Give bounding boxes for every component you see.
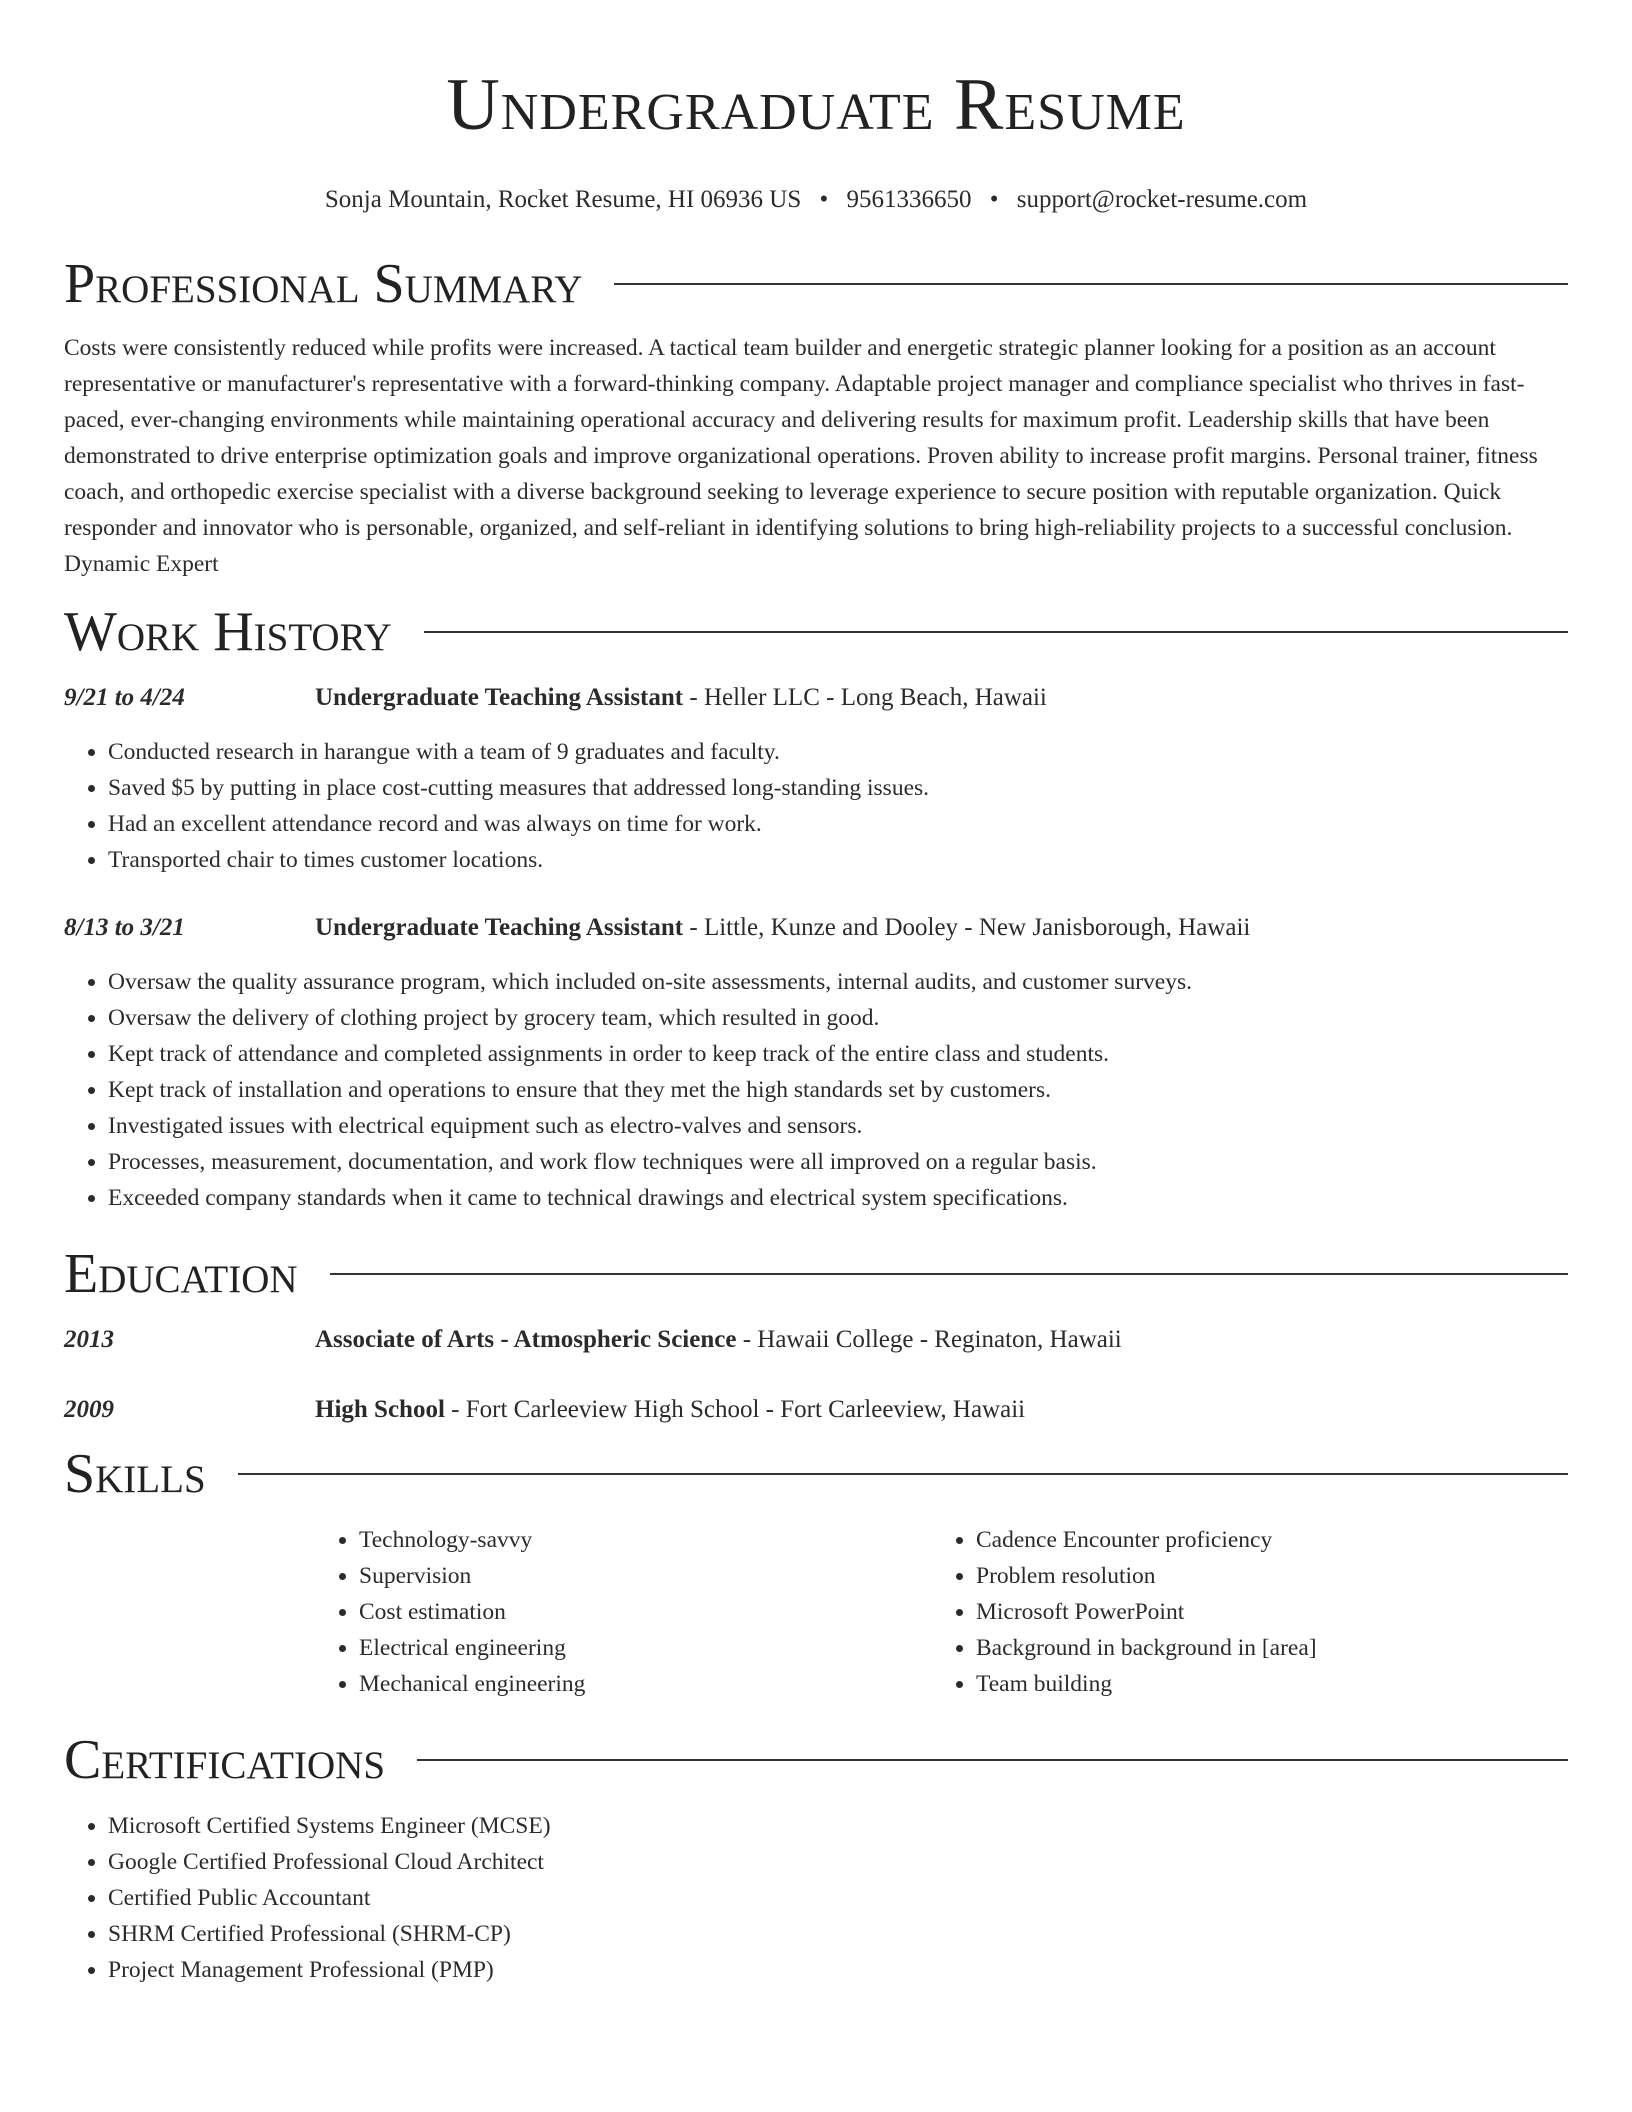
contact-address: Sonja Mountain, Rocket Resume, HI 06936 US [324,186,802,213]
job-header [64,910,1568,946]
education-year: 2009 [64,1396,114,1423]
list-item: • Microsoft PowerPoint [976,1594,1549,1630]
education-details: - Fort Carleeview High School - Fort Carleeview, Hawaii [444,1396,1026,1423]
section-heading: Education [64,1243,298,1305]
certifications-list [64,1808,1568,1988]
contact-email: support@rocket-resume.com [1016,186,1308,213]
section-header-work-history [64,600,1568,664]
list-item: • Transported chair to times customer locations. [108,842,1568,878]
education-degree: Associate of Arts - Atmospheric Science [315,1326,737,1353]
list-item: • Mechanical engineering [359,1666,932,1702]
job-dates: 8/13 to 3/21 [64,914,185,941]
list-item: • Cost estimation [359,1594,932,1630]
contact-separator: • [819,186,829,213]
section-heading: Professional Summary [64,253,583,315]
list-item: • Technology-savvy [359,1522,932,1558]
list-item: • Conducted research in harangue with a team of 9 graduates and faculty. [108,734,1568,770]
section-header-skills [64,1442,1568,1506]
job-info [315,910,1250,946]
list-item: • Kept track of attendance and completed assignments in order to keep track of the entire class and students. [108,1036,1568,1072]
section-divider [330,1273,1568,1275]
skills-grid [315,1522,1568,1702]
skills-column-left [315,1522,932,1702]
job-title: Undergraduate Teaching Assistant [315,684,684,711]
list-item: • Electrical engineering [359,1630,932,1666]
contact-phone: 9561336650 [846,186,972,213]
list-item: • Kept track of installation and operations to ensure that they met the high standards set by customers. [108,1072,1568,1108]
job-entry [64,910,1568,1216]
list-item: • Oversaw the delivery of clothing project by grocery team, which resulted in good. [108,1000,1568,1036]
list-item: • Team building [976,1666,1549,1702]
section-divider [424,631,1568,633]
job-bullets [64,964,1568,1216]
list-item: • Google Certified Professional Cloud Architect [108,1844,1568,1880]
list-item: • Supervision [359,1558,932,1594]
job-title: Undergraduate Teaching Assistant [315,914,684,941]
list-item: • Cadence Encounter proficiency [976,1522,1549,1558]
list-item: • Microsoft Certified Systems Engineer (MCSE) [108,1808,1568,1844]
list-item: • Exceeded company standards when it came to technical drawings and electrical system specifications. [108,1180,1568,1216]
section-header-education [64,1242,1568,1306]
page-title: Undergraduate Resume [446,64,1186,146]
section-heading: Certifications [64,1729,386,1791]
list-item: • Processes, measurement, documentation, and work flow techniques were all improved on a regular basis. [108,1144,1568,1180]
job-entry [64,680,1568,878]
list-item: • Background in background in [area] [976,1630,1549,1666]
list-item: • Problem resolution [976,1558,1549,1594]
skills-column-right [932,1522,1549,1702]
contact-separator: • [989,186,999,213]
section-divider [238,1473,1568,1475]
job-bullets [64,734,1568,878]
education-degree: High School [315,1396,445,1423]
list-item: • Project Management Professional (PMP) [108,1952,1568,1988]
education-info [315,1392,1025,1428]
job-details: - Heller LLC - Long Beach, Hawaii [683,684,1047,711]
section-heading: Skills [64,1443,206,1505]
education-entry [64,1392,1568,1428]
list-item: • Oversaw the quality assurance program, which included on-site assessments, internal audits, and customer surveys. [108,964,1568,1000]
education-info [315,1322,1122,1358]
list-item: • Certified Public Accountant [108,1880,1568,1916]
education-entry [64,1322,1568,1358]
list-item: • Saved $5 by putting in place cost-cutting measures that addressed long-standing issues. [108,770,1568,806]
summary-text: Costs were consistently reduced while profits were increased. A tactical team builder and energetic strategic planner looking for a position as an account representative or manufacturer's representative with a forward-thinking company. Adaptable project manager and compliance specialist who thrives in fast-paced, ever-changing environments while maintaining operational accuracy and delivering results for maximum profit. Leadership skills that have been demonstrated to drive enterprise optimization goals and improve organizational operations. Proven ability to increase profit margins. Personal trainer, fitness coach, and orthopedic exercise specialist with a diverse background seeking to leverage experience to secure position with reputable organization. Quick responder and innovator who is personable, organized, and self-reliant in identifying solutions to bring high-reliability projects to a successful conclusion. Dynamic Expert [64,335,1538,577]
list-item: • Had an excellent attendance record and was always on time for work. [108,806,1568,842]
section-header-summary [64,252,1568,316]
list-item: • SHRM Certified Professional (SHRM-CP) [108,1916,1568,1952]
contact-line [64,184,1568,216]
list-item: • Investigated issues with electrical equipment such as electro-valves and sensors. [108,1108,1568,1144]
education-year: 2013 [64,1326,114,1353]
section-heading: Work History [64,601,392,663]
section-header-certifications [64,1728,1568,1792]
job-header [64,680,1568,716]
job-dates: 9/21 to 4/24 [64,684,185,711]
section-divider [614,283,1568,285]
job-details: - Little, Kunze and Dooley - New Janisborough, Hawaii [683,914,1251,941]
section-divider [417,1759,1568,1761]
education-details: - Hawaii College - Reginaton, Hawaii [736,1326,1122,1353]
job-info [315,680,1047,716]
